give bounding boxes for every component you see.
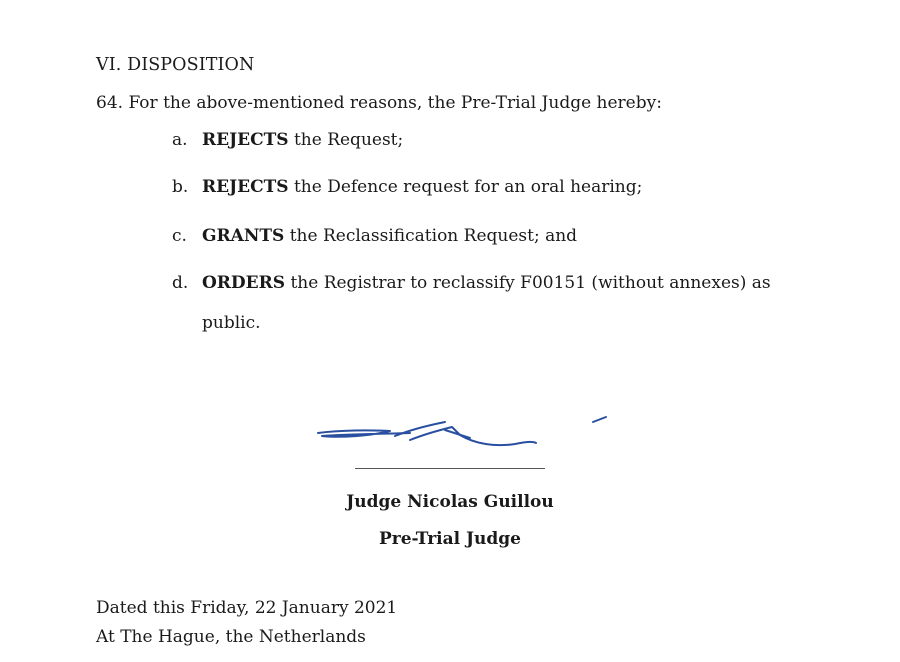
item-verb: ORDERS bbox=[202, 273, 286, 293]
place-line: At The Hague, the Netherlands bbox=[96, 627, 366, 647]
paragraph-64: 64. For the above-mentioned reasons, the Pre-Trial Judge hereby: bbox=[96, 93, 662, 113]
date-line: Dated this Friday, 22 January 2021 bbox=[96, 598, 398, 618]
judge-title: Pre-Trial Judge bbox=[378, 529, 521, 549]
item-verb: REJECTS bbox=[202, 130, 289, 150]
item-label: a. bbox=[172, 130, 188, 150]
item-label: c. bbox=[172, 226, 187, 246]
item-verb: GRANTS bbox=[202, 226, 285, 246]
item-label: d. bbox=[172, 273, 189, 293]
item-verb: REJECTS bbox=[202, 177, 289, 197]
item-label: b. bbox=[172, 177, 189, 197]
item-text: the Request; bbox=[288, 130, 404, 150]
handwritten-signature bbox=[300, 400, 630, 460]
disposition-item-d-continuation: public. bbox=[202, 313, 261, 333]
judge-name: Judge Nicolas Guillou bbox=[346, 492, 554, 512]
disposition-item-c bbox=[172, 226, 577, 246]
disposition-item-d bbox=[172, 273, 771, 293]
disposition-item-b bbox=[172, 177, 642, 197]
item-text: the Registrar to reclassify F00151 (without annexes) as bbox=[285, 273, 771, 293]
section-heading: VI. DISPOSITION bbox=[96, 55, 255, 75]
disposition-item-a bbox=[172, 130, 403, 150]
signature-line bbox=[355, 468, 545, 469]
item-text: the Reclassification Request; and bbox=[284, 226, 578, 246]
item-text: the Defence request for an oral hearing; bbox=[288, 177, 643, 197]
